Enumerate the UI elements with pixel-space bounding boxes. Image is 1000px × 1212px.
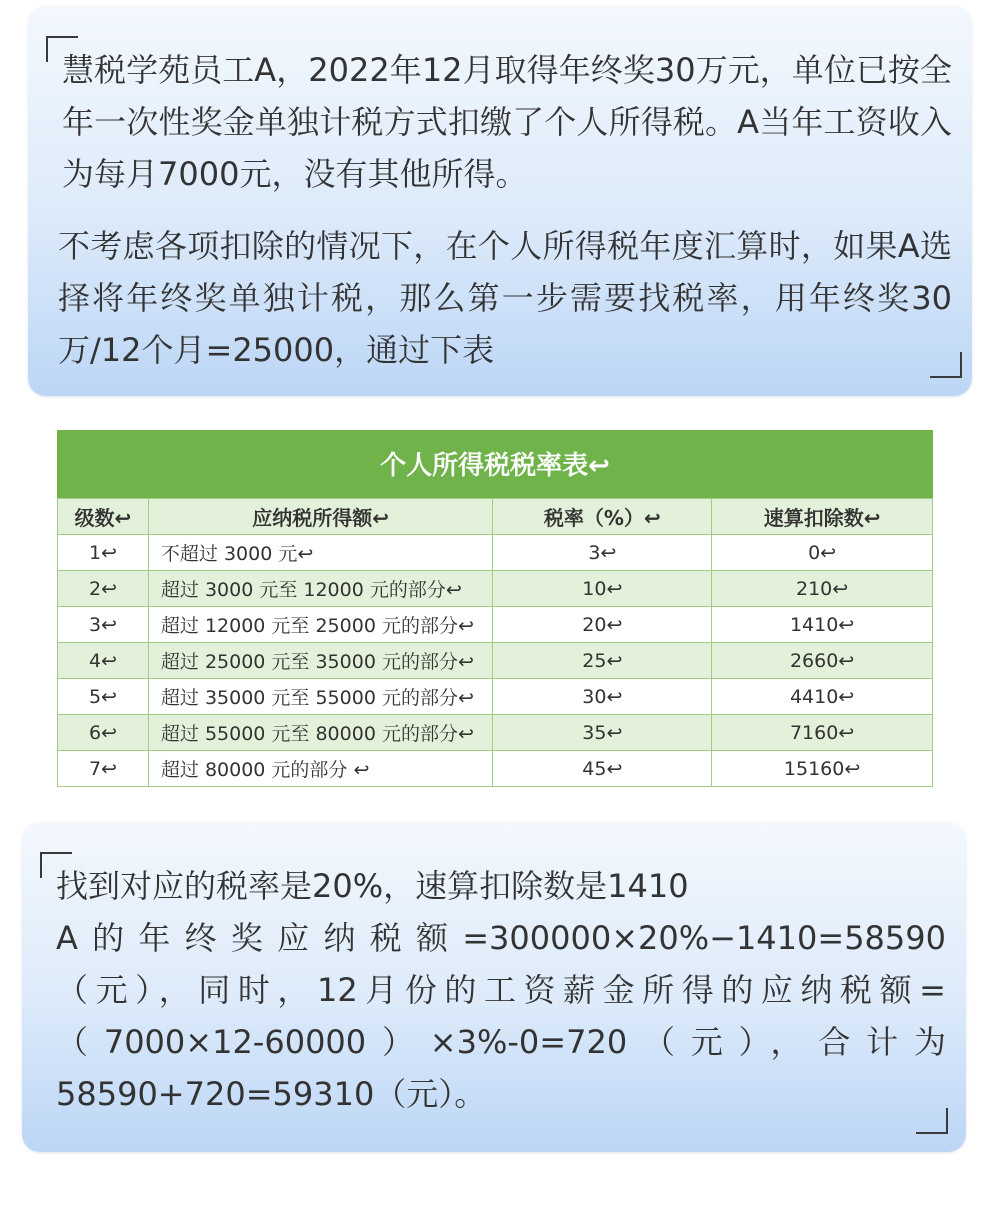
cell-level: 7↩ bbox=[58, 751, 149, 787]
cell-level: 2↩ bbox=[58, 571, 149, 607]
cell-level: 1↩ bbox=[58, 535, 149, 571]
cell-deduction: 2660↩ bbox=[712, 643, 933, 679]
cell-income-range: 超过 3000 元至 12000 元的部分↩ bbox=[148, 571, 493, 607]
result-paragraph bbox=[56, 860, 946, 1120]
intro-paragraph-2: 不考虑各项扣除的情况下，在个人所得税年度汇算时，如果A选择将年终奖单独计税，那么第一步需要找税率，用年终奖30万/12个月=25000，通过下表 bbox=[58, 227, 952, 369]
cell-level: 6↩ bbox=[58, 715, 149, 751]
result-card bbox=[22, 822, 966, 1152]
intro-card bbox=[28, 6, 972, 396]
cell-deduction: 1410↩ bbox=[712, 607, 933, 643]
cell-deduction: 4410↩ bbox=[712, 679, 933, 715]
result-line-5: 58590+720=59310（元）。 bbox=[56, 1075, 487, 1113]
corner-bracket-bottom-right bbox=[916, 1108, 948, 1134]
header-tax-rate: 税率（%）↩ bbox=[493, 499, 712, 535]
tax-table-grid bbox=[57, 498, 933, 787]
intro-paragraph-1: 慧税学苑员工A，2022年12月取得年终奖30万元，单位已按全年一次性奖金单独计税方式扣缴了个人所得税。A当年工资收入为每月7000元，没有其他所得。 bbox=[62, 51, 952, 193]
cell-income-range: 超过 35000 元至 55000 元的部分↩ bbox=[148, 679, 493, 715]
header-quick-deduction: 速算扣除数↩ bbox=[712, 499, 933, 535]
table-title: 个人所得税税率表↩ bbox=[57, 430, 933, 498]
header-level: 级数↩ bbox=[58, 499, 149, 535]
cell-level: 4↩ bbox=[58, 643, 149, 679]
cell-rate: 10↩ bbox=[493, 571, 712, 607]
cell-rate: 20↩ bbox=[493, 607, 712, 643]
result-line-2: A的年终奖应纳税额=300000×20%−1410=58590 bbox=[56, 919, 946, 957]
cell-income-range: 不超过 3000 元↩ bbox=[148, 535, 493, 571]
cell-income-range: 超过 25000 元至 35000 元的部分↩ bbox=[148, 643, 493, 679]
cell-deduction: 210↩ bbox=[712, 571, 933, 607]
cell-rate: 45↩ bbox=[493, 751, 712, 787]
cell-level: 3↩ bbox=[58, 607, 149, 643]
header-taxable-income: 应纳税所得额↩ bbox=[148, 499, 493, 535]
cell-rate: 3↩ bbox=[493, 535, 712, 571]
table-row bbox=[58, 607, 933, 643]
cell-income-range: 超过 12000 元至 25000 元的部分↩ bbox=[148, 607, 493, 643]
cell-deduction: 15160↩ bbox=[712, 751, 933, 787]
cell-rate: 35↩ bbox=[493, 715, 712, 751]
table-row bbox=[58, 715, 933, 751]
cell-deduction: 0↩ bbox=[712, 535, 933, 571]
cell-rate: 30↩ bbox=[493, 679, 712, 715]
table-row bbox=[58, 535, 933, 571]
table-row bbox=[58, 679, 933, 715]
tax-rate-table bbox=[57, 430, 933, 787]
result-line-3: （元），同时，12月份的工资薪金所得的应纳税额= bbox=[56, 971, 946, 1009]
cell-income-range: 超过 80000 元的部分 ↩ bbox=[148, 751, 493, 787]
table-header-row bbox=[58, 499, 933, 535]
table-row bbox=[58, 571, 933, 607]
cell-level: 5↩ bbox=[58, 679, 149, 715]
table-row bbox=[58, 751, 933, 787]
cell-income-range: 超过 55000 元至 80000 元的部分↩ bbox=[148, 715, 493, 751]
result-line-4: （7000×12-60000）×3%-0=720（元），合计为 bbox=[56, 1023, 946, 1061]
result-line-1: 找到对应的税率是20%，速算扣除数是1410 bbox=[56, 867, 689, 905]
cell-deduction: 7160↩ bbox=[712, 715, 933, 751]
table-row bbox=[58, 643, 933, 679]
corner-bracket-bottom-right bbox=[930, 352, 962, 378]
cell-rate: 25↩ bbox=[493, 643, 712, 679]
